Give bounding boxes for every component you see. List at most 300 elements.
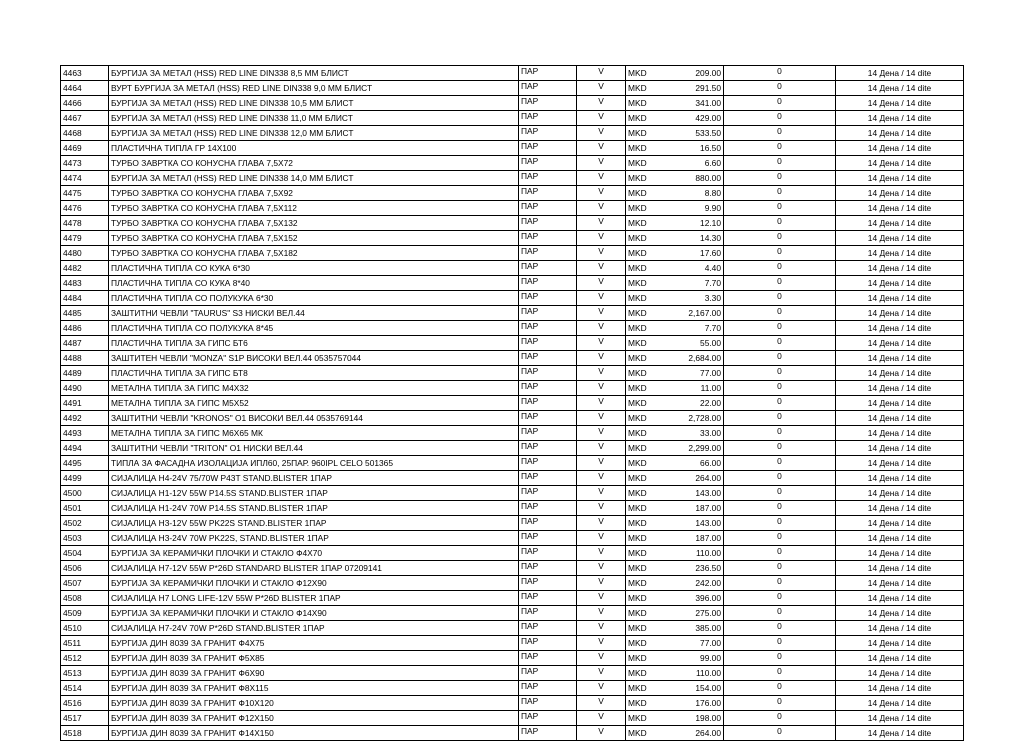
price-cell: 198.00 (666, 711, 724, 726)
currency-cell: MKD (626, 126, 666, 141)
currency-cell: MKD (626, 666, 666, 681)
item-name-cell: БУРГИЈА ДИН 8039 ЗА ГРАНИТ Ф8Х115 (109, 681, 519, 696)
delivery-cell: 14 Дена / 14 dite (836, 471, 964, 486)
v-flag-cell: V (577, 216, 626, 231)
price-cell: 66.00 (666, 456, 724, 471)
item-id-cell: 4483 (61, 276, 109, 291)
item-id-cell: 4466 (61, 96, 109, 111)
delivery-cell: 14 Дена / 14 dite (836, 696, 964, 711)
delivery-cell: 14 Дена / 14 dite (836, 336, 964, 351)
unit-cell: ПАР (519, 246, 577, 261)
item-id-cell: 4502 (61, 516, 109, 531)
item-id-cell: 4516 (61, 696, 109, 711)
table-row (61, 381, 964, 396)
price-cell: 275.00 (666, 606, 724, 621)
table-row (61, 321, 964, 336)
price-cell: 187.00 (666, 501, 724, 516)
delivery-cell: 14 Дена / 14 dite (836, 366, 964, 381)
delivery-cell: 14 Дена / 14 dite (836, 201, 964, 216)
currency-cell: MKD (626, 681, 666, 696)
table-row (61, 216, 964, 231)
currency-cell: MKD (626, 111, 666, 126)
delivery-cell: 14 Дена / 14 dite (836, 591, 964, 606)
price-cell: 4.40 (666, 261, 724, 276)
currency-cell: MKD (626, 351, 666, 366)
quantity-cell: 0 (724, 201, 836, 216)
unit-cell: ПАР (519, 561, 577, 576)
price-cell: 3.30 (666, 291, 724, 306)
delivery-cell: 14 Дена / 14 dite (836, 291, 964, 306)
unit-cell: ПАР (519, 291, 577, 306)
v-flag-cell: V (577, 576, 626, 591)
price-cell: 143.00 (666, 486, 724, 501)
v-flag-cell: V (577, 276, 626, 291)
unit-cell: ПАР (519, 351, 577, 366)
v-flag-cell: V (577, 96, 626, 111)
item-id-cell: 4490 (61, 381, 109, 396)
quantity-cell: 0 (724, 576, 836, 591)
price-cell: 880.00 (666, 171, 724, 186)
v-flag-cell: V (577, 141, 626, 156)
table-row (61, 576, 964, 591)
quantity-cell: 0 (724, 456, 836, 471)
item-name-cell: БУРГИЈА ЗА КЕРАМИЧКИ ПЛОЧКИ И СТАКЛО Ф12Х90 (109, 576, 519, 591)
item-name-cell: СИЈАЛИЦА H3-12V 55W PK22S STAND.BLISTER 1ПАР (109, 516, 519, 531)
unit-cell: ПАР (519, 501, 577, 516)
quantity-cell: 0 (724, 411, 836, 426)
unit-cell: ПАР (519, 621, 577, 636)
item-id-cell: 4508 (61, 591, 109, 606)
price-cell: 33.00 (666, 426, 724, 441)
v-flag-cell: V (577, 711, 626, 726)
v-flag-cell: V (577, 81, 626, 96)
unit-cell: ПАР (519, 111, 577, 126)
item-name-cell: ВУРТ БУРГИЈА ЗА МЕТАЛ (HSS) RED LINE DIN338 9,0 ММ БЛИСТ (109, 81, 519, 96)
delivery-cell: 14 Дена / 14 dite (836, 156, 964, 171)
unit-cell: ПАР (519, 201, 577, 216)
item-name-cell: СИЈАЛИЦА H4-24V 75/70W P43T STAND.BLISTER 1ПАР (109, 471, 519, 486)
quantity-cell: 0 (724, 381, 836, 396)
currency-cell: MKD (626, 606, 666, 621)
delivery-cell: 14 Дена / 14 dite (836, 621, 964, 636)
delivery-cell: 14 Дена / 14 dite (836, 666, 964, 681)
unit-cell: ПАР (519, 441, 577, 456)
table-row (61, 186, 964, 201)
v-flag-cell: V (577, 321, 626, 336)
item-name-cell: БУРГИЈА ЗА КЕРАМИЧКИ ПЛОЧКИ И СТАКЛО Ф4Х70 (109, 546, 519, 561)
delivery-cell: 14 Дена / 14 dite (836, 231, 964, 246)
delivery-cell: 14 Дена / 14 dite (836, 651, 964, 666)
delivery-cell: 14 Дена / 14 dite (836, 276, 964, 291)
currency-cell: MKD (626, 696, 666, 711)
item-name-cell: ПЛАСТИЧНА ТИПЛА СО ПОЛУКУКА 8*45 (109, 321, 519, 336)
delivery-cell: 14 Дена / 14 dite (836, 216, 964, 231)
price-cell: 7.70 (666, 276, 724, 291)
currency-cell: MKD (626, 201, 666, 216)
item-name-cell: БУРГИЈА ДИН 8039 ЗА ГРАНИТ Ф12Х150 (109, 711, 519, 726)
item-id-cell: 4489 (61, 366, 109, 381)
unit-cell: ПАР (519, 366, 577, 381)
price-cell: 533.50 (666, 126, 724, 141)
item-name-cell: ЗАШТИТНИ ЧЕВЛИ "KRONOS" O1 ВИСОКИ ВЕЛ.44 0535769144 (109, 411, 519, 426)
delivery-cell: 14 Дена / 14 dite (836, 321, 964, 336)
currency-cell: MKD (626, 426, 666, 441)
table-row (61, 456, 964, 471)
quantity-cell: 0 (724, 81, 836, 96)
delivery-cell: 14 Дена / 14 dite (836, 66, 964, 81)
item-id-cell: 4474 (61, 171, 109, 186)
v-flag-cell: V (577, 681, 626, 696)
table-row (61, 516, 964, 531)
currency-cell: MKD (626, 381, 666, 396)
currency-cell: MKD (626, 531, 666, 546)
quantity-cell: 0 (724, 516, 836, 531)
unit-cell: ПАР (519, 321, 577, 336)
v-flag-cell: V (577, 306, 626, 321)
table-row (61, 366, 964, 381)
currency-cell: MKD (626, 81, 666, 96)
delivery-cell: 14 Дена / 14 dite (836, 711, 964, 726)
quantity-cell: 0 (724, 276, 836, 291)
item-name-cell: ТУРБО ЗАВРТКА СО КОНУСНА ГЛАВА 7,5Х152 (109, 231, 519, 246)
quantity-cell: 0 (724, 186, 836, 201)
item-id-cell: 4479 (61, 231, 109, 246)
unit-cell: ПАР (519, 711, 577, 726)
price-cell: 264.00 (666, 471, 724, 486)
price-cell: 12.10 (666, 216, 724, 231)
currency-cell: MKD (626, 171, 666, 186)
currency-cell: MKD (626, 486, 666, 501)
table-row (61, 336, 964, 351)
v-flag-cell: V (577, 186, 626, 201)
unit-cell: ПАР (519, 306, 577, 321)
currency-cell: MKD (626, 261, 666, 276)
table-row (61, 156, 964, 171)
v-flag-cell: V (577, 111, 626, 126)
price-cell: 236.50 (666, 561, 724, 576)
table-row (61, 546, 964, 561)
table-row (61, 66, 964, 81)
v-flag-cell: V (577, 66, 626, 81)
delivery-cell: 14 Дена / 14 dite (836, 426, 964, 441)
unit-cell: ПАР (519, 636, 577, 651)
v-flag-cell: V (577, 561, 626, 576)
item-name-cell: ПЛАСТИЧНА ТИПЛА СО КУКА 6*30 (109, 261, 519, 276)
currency-cell: MKD (626, 306, 666, 321)
table-row (61, 636, 964, 651)
quantity-cell: 0 (724, 636, 836, 651)
item-name-cell: БУРГИЈА ДИН 8039 ЗА ГРАНИТ Ф5Х85 (109, 651, 519, 666)
currency-cell: MKD (626, 561, 666, 576)
price-cell: 341.00 (666, 96, 724, 111)
v-flag-cell: V (577, 261, 626, 276)
currency-cell: MKD (626, 216, 666, 231)
delivery-cell: 14 Дена / 14 dite (836, 246, 964, 261)
quantity-cell: 0 (724, 111, 836, 126)
table-row (61, 711, 964, 726)
table-row (61, 561, 964, 576)
item-name-cell: БУРГИЈА ДИН 8039 ЗА ГРАНИТ Ф6Х90 (109, 666, 519, 681)
quantity-cell: 0 (724, 126, 836, 141)
delivery-cell: 14 Дена / 14 dite (836, 531, 964, 546)
item-id-cell: 4478 (61, 216, 109, 231)
quantity-cell: 0 (724, 711, 836, 726)
currency-cell: MKD (626, 576, 666, 591)
item-id-cell: 4500 (61, 486, 109, 501)
item-id-cell: 4469 (61, 141, 109, 156)
currency-cell: MKD (626, 186, 666, 201)
item-name-cell: БУРГИЈА ЗА МЕТАЛ (HSS) RED LINE DIN338 12,0 ММ БЛИСТ (109, 126, 519, 141)
price-cell: 77.00 (666, 636, 724, 651)
item-id-cell: 4484 (61, 291, 109, 306)
item-name-cell: СИЈАЛИЦА H7 LONG LIFE-12V 55W P*26D BLISTER 1ПАР (109, 591, 519, 606)
delivery-cell: 14 Дена / 14 dite (836, 636, 964, 651)
price-cell: 176.00 (666, 696, 724, 711)
quantity-cell: 0 (724, 321, 836, 336)
delivery-cell: 14 Дена / 14 dite (836, 126, 964, 141)
unit-cell: ПАР (519, 381, 577, 396)
table-row (61, 291, 964, 306)
item-id-cell: 4511 (61, 636, 109, 651)
table-row (61, 531, 964, 546)
v-flag-cell: V (577, 501, 626, 516)
delivery-cell: 14 Дена / 14 dite (836, 306, 964, 321)
item-id-cell: 4464 (61, 81, 109, 96)
delivery-cell: 14 Дена / 14 dite (836, 381, 964, 396)
v-flag-cell: V (577, 456, 626, 471)
quantity-cell: 0 (724, 396, 836, 411)
unit-cell: ПАР (519, 726, 577, 741)
item-name-cell: МЕТАЛНА ТИПЛА ЗА ГИПС М6Х65 МК (109, 426, 519, 441)
unit-cell: ПАР (519, 576, 577, 591)
item-name-cell: ТИПЛА ЗА ФАСАДНА ИЗОЛАЦИЈА ИПЛ60, 25ПАР. 960IPL CELO 501365 (109, 456, 519, 471)
v-flag-cell: V (577, 441, 626, 456)
table-row (61, 396, 964, 411)
v-flag-cell: V (577, 336, 626, 351)
table-row (61, 441, 964, 456)
price-cell: 385.00 (666, 621, 724, 636)
price-cell: 11.00 (666, 381, 724, 396)
table-row (61, 666, 964, 681)
price-cell: 9.90 (666, 201, 724, 216)
table-row (61, 81, 964, 96)
price-cell: 99.00 (666, 651, 724, 666)
item-name-cell: ТУРБО ЗАВРТКА СО КОНУСНА ГЛАВА 7,5Х72 (109, 156, 519, 171)
price-cell: 22.00 (666, 396, 724, 411)
item-id-cell: 4467 (61, 111, 109, 126)
currency-cell: MKD (626, 471, 666, 486)
quantity-cell: 0 (724, 366, 836, 381)
item-name-cell: БУРГИЈА ДИН 8039 ЗА ГРАНИТ Ф4Х75 (109, 636, 519, 651)
quantity-cell: 0 (724, 306, 836, 321)
item-id-cell: 4491 (61, 396, 109, 411)
v-flag-cell: V (577, 156, 626, 171)
item-name-cell: ЗАШТИТНИ ЧЕВЛИ "TAURUS" S3 НИСКИ ВЕЛ.44 (109, 306, 519, 321)
price-cell: 110.00 (666, 546, 724, 561)
price-cell: 110.00 (666, 666, 724, 681)
item-name-cell: БУРГИЈА ЗА МЕТАЛ (HSS) RED LINE DIN338 14,0 ММ БЛИСТ (109, 171, 519, 186)
item-id-cell: 4476 (61, 201, 109, 216)
table-row (61, 351, 964, 366)
v-flag-cell: V (577, 471, 626, 486)
v-flag-cell: V (577, 231, 626, 246)
quantity-cell: 0 (724, 246, 836, 261)
quantity-cell: 0 (724, 426, 836, 441)
quantity-cell: 0 (724, 141, 836, 156)
item-id-cell: 4501 (61, 501, 109, 516)
v-flag-cell: V (577, 486, 626, 501)
quantity-cell: 0 (724, 561, 836, 576)
v-flag-cell: V (577, 591, 626, 606)
price-cell: 143.00 (666, 516, 724, 531)
delivery-cell: 14 Дена / 14 dite (836, 81, 964, 96)
price-list-table (60, 65, 964, 741)
table-row (61, 651, 964, 666)
unit-cell: ПАР (519, 456, 577, 471)
unit-cell: ПАР (519, 156, 577, 171)
quantity-cell: 0 (724, 666, 836, 681)
price-cell: 2,728.00 (666, 411, 724, 426)
item-id-cell: 4468 (61, 126, 109, 141)
item-id-cell: 4487 (61, 336, 109, 351)
table-row (61, 171, 964, 186)
v-flag-cell: V (577, 291, 626, 306)
item-id-cell: 4486 (61, 321, 109, 336)
item-name-cell: ПЛАСТИЧНА ТИПЛА ЗА ГИПС БТ8 (109, 366, 519, 381)
price-cell: 7.70 (666, 321, 724, 336)
unit-cell: ПАР (519, 141, 577, 156)
v-flag-cell: V (577, 411, 626, 426)
quantity-cell: 0 (724, 486, 836, 501)
item-name-cell: ТУРБО ЗАВРТКА СО КОНУСНА ГЛАВА 7,5Х112 (109, 201, 519, 216)
item-name-cell: СИЈАЛИЦА H7-12V 55W P*26D STANDARD BLISTER 1ПАР 07209141 (109, 561, 519, 576)
quantity-cell: 0 (724, 336, 836, 351)
unit-cell: ПАР (519, 261, 577, 276)
delivery-cell: 14 Дена / 14 dite (836, 441, 964, 456)
quantity-cell: 0 (724, 726, 836, 741)
price-cell: 291.50 (666, 81, 724, 96)
unit-cell: ПАР (519, 231, 577, 246)
currency-cell: MKD (626, 516, 666, 531)
item-id-cell: 4463 (61, 66, 109, 81)
unit-cell: ПАР (519, 81, 577, 96)
unit-cell: ПАР (519, 66, 577, 81)
v-flag-cell: V (577, 396, 626, 411)
item-id-cell: 4512 (61, 651, 109, 666)
price-cell: 2,167.00 (666, 306, 724, 321)
quantity-cell: 0 (724, 156, 836, 171)
quantity-cell: 0 (724, 291, 836, 306)
quantity-cell: 0 (724, 216, 836, 231)
currency-cell: MKD (626, 726, 666, 741)
quantity-cell: 0 (724, 501, 836, 516)
item-name-cell: БУРГИЈА ЗА МЕТАЛ (HSS) RED LINE DIN338 11,0 ММ БЛИСТ (109, 111, 519, 126)
unit-cell: ПАР (519, 411, 577, 426)
unit-cell: ПАР (519, 216, 577, 231)
item-id-cell: 4492 (61, 411, 109, 426)
quantity-cell: 0 (724, 531, 836, 546)
v-flag-cell: V (577, 246, 626, 261)
quantity-cell: 0 (724, 546, 836, 561)
item-name-cell: ПЛАСТИЧНА ТИПЛА СО ПОЛУКУКА 6*30 (109, 291, 519, 306)
v-flag-cell: V (577, 201, 626, 216)
table-row (61, 591, 964, 606)
item-id-cell: 4503 (61, 531, 109, 546)
price-cell: 16.50 (666, 141, 724, 156)
table-row (61, 96, 964, 111)
currency-cell: MKD (626, 591, 666, 606)
price-cell: 429.00 (666, 111, 724, 126)
unit-cell: ПАР (519, 276, 577, 291)
v-flag-cell: V (577, 381, 626, 396)
item-id-cell: 4475 (61, 186, 109, 201)
table-row (61, 261, 964, 276)
table-row (61, 126, 964, 141)
currency-cell: MKD (626, 141, 666, 156)
unit-cell: ПАР (519, 396, 577, 411)
table-row (61, 681, 964, 696)
delivery-cell: 14 Дена / 14 dite (836, 396, 964, 411)
v-flag-cell: V (577, 546, 626, 561)
quantity-cell: 0 (724, 591, 836, 606)
v-flag-cell: V (577, 666, 626, 681)
item-name-cell: ПЛАСТИЧНА ТИПЛА СО КУКА 8*40 (109, 276, 519, 291)
quantity-cell: 0 (724, 651, 836, 666)
item-id-cell: 4504 (61, 546, 109, 561)
price-cell: 242.00 (666, 576, 724, 591)
item-id-cell: 4507 (61, 576, 109, 591)
item-id-cell: 4517 (61, 711, 109, 726)
currency-cell: MKD (626, 291, 666, 306)
table-row (61, 141, 964, 156)
table-row (61, 426, 964, 441)
price-cell: 77.00 (666, 366, 724, 381)
table-row (61, 606, 964, 621)
v-flag-cell: V (577, 516, 626, 531)
currency-cell: MKD (626, 621, 666, 636)
delivery-cell: 14 Дена / 14 dite (836, 546, 964, 561)
table-row (61, 276, 964, 291)
item-id-cell: 4495 (61, 456, 109, 471)
currency-cell: MKD (626, 711, 666, 726)
item-name-cell: МЕТАЛНА ТИПЛА ЗА ГИПС М5Х52 (109, 396, 519, 411)
delivery-cell: 14 Дена / 14 dite (836, 411, 964, 426)
item-name-cell: БУРГИЈА ДИН 8039 ЗА ГРАНИТ Ф14Х150 (109, 726, 519, 741)
delivery-cell: 14 Дена / 14 dite (836, 681, 964, 696)
v-flag-cell: V (577, 426, 626, 441)
table-row (61, 231, 964, 246)
quantity-cell: 0 (724, 261, 836, 276)
item-name-cell: ЗАШТИТНИ ЧЕВЛИ "TRITON" O1 НИСКИ ВЕЛ.44 (109, 441, 519, 456)
delivery-cell: 14 Дена / 14 dite (836, 561, 964, 576)
item-id-cell: 4513 (61, 666, 109, 681)
v-flag-cell: V (577, 351, 626, 366)
delivery-cell: 14 Дена / 14 dite (836, 726, 964, 741)
item-name-cell: СИЈАЛИЦА H1-12V 55W P14.5S STAND.BLISTER 1ПАР (109, 486, 519, 501)
item-name-cell: ТУРБО ЗАВРТКА СО КОНУСНА ГЛАВА 7,5Х132 (109, 216, 519, 231)
item-name-cell: СИЈАЛИЦА H3-24V 70W PK22S, STAND.BLISTER 1ПАР (109, 531, 519, 546)
item-id-cell: 4494 (61, 441, 109, 456)
quantity-cell: 0 (724, 621, 836, 636)
quantity-cell: 0 (724, 66, 836, 81)
unit-cell: ПАР (519, 606, 577, 621)
quantity-cell: 0 (724, 171, 836, 186)
unit-cell: ПАР (519, 516, 577, 531)
unit-cell: ПАР (519, 681, 577, 696)
item-name-cell: СИЈАЛИЦА H1-24V 70W P14.5S STAND.BLISTER 1ПАР (109, 501, 519, 516)
item-id-cell: 4506 (61, 561, 109, 576)
v-flag-cell: V (577, 606, 626, 621)
